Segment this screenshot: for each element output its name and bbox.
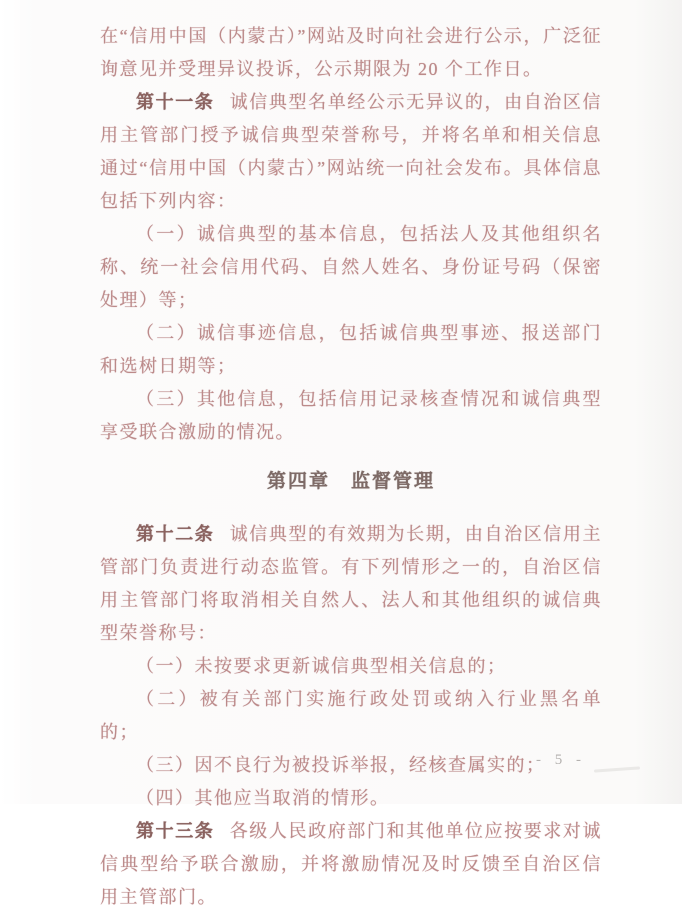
paragraph-text: （四）其他应当取消的情形。 [136, 788, 390, 808]
paragraph-text: （二）诚信事迹信息，包括诚信典型事迹、报送部门和选树日期等； [100, 323, 602, 376]
chapter-heading: 第四章 监督管理 [266, 471, 435, 492]
paragraph-continuation [100, 20, 602, 86]
paragraph-text: （一）诚信典型的基本信息，包括法人及其他组织名称、统一社会信用代码、自然人姓名、身份证号码（保密处理）等； [100, 224, 602, 310]
paragraph-text: 诚信典型名单经公示无异议的，由自治区信用主管部门授予诚信典型荣誉称号，并将名单和相关信息通过“信用中国（内蒙古）”网站统一向社会发布。具体信息包括下列内容： [100, 92, 603, 211]
paragraph-text: （三）因不良行为被投诉举报，经核查属实的； [136, 755, 546, 775]
paragraph-text: （一）未按要求更新诚信典型相关信息的； [136, 656, 507, 676]
page-number: - 5 - [536, 752, 586, 768]
list-item-3 [100, 383, 602, 449]
paragraph-text: （二）被有关部门实施行政处罚或纳入行业黑名单的； [100, 689, 602, 742]
paragraph-text: 诚信典型的有效期为长期，由自治区信用主管部门负责进行动态监管。有下列情形之一的，自治区信用主管部门将取消相关自然人、法人和其他组织的诚信典型荣誉称号： [100, 524, 603, 643]
list-item-3 [100, 749, 602, 782]
list-item-2 [100, 683, 602, 749]
list-item-2 [100, 317, 602, 383]
list-item-4 [100, 782, 602, 815]
paragraph-article-11 [100, 86, 602, 218]
paragraph-text: 各级人民政府部门和其他单位应按要求对诚信典型给予联合激励，并将激励情况及时反馈至自治区信用主管部门。 [100, 821, 603, 907]
paragraph-text: 在“信用中国（内蒙古）”网站及时向社会进行公示，广泛征询意见并受理异议投诉，公示期限为 20 个工作日。 [100, 26, 602, 79]
paragraph-article-13 [100, 815, 602, 914]
article-number: 第十二条 [136, 524, 215, 544]
article-number: 第十一条 [136, 92, 215, 112]
list-item-1 [100, 218, 602, 317]
article-number: 第十三条 [136, 821, 215, 841]
paragraph-text: （三）其他信息，包括信用记录核查情况和诚信典型享受联合激励的情况。 [100, 389, 602, 442]
paragraph-article-12 [100, 518, 602, 650]
list-item-1 [100, 650, 602, 683]
